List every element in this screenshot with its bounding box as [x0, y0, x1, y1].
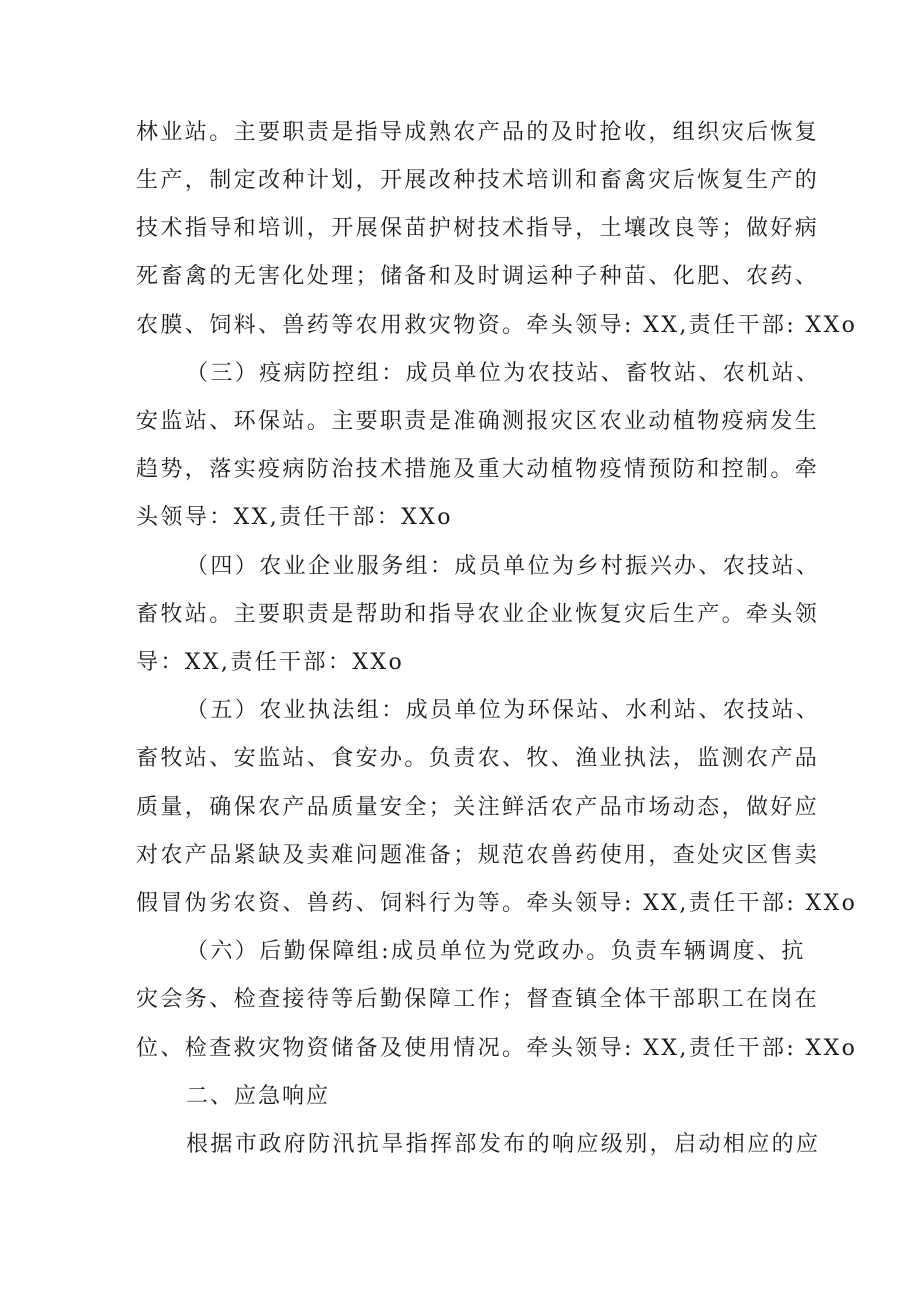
section-heading-emergency-response: 二、应急响应: [186, 1084, 331, 1109]
text-line-7: 安监站、环保站。主要职责是准确测报灾区农业动植物疫病发生: [136, 409, 820, 434]
text-line-2: 生产，制定改种计划，开展改种技术培训和畜禽灾后恢复生产的: [136, 168, 820, 193]
section-three-first-line: （三）疫病防控组：成员单位为农技站、畜牧站、农机站、: [186, 361, 821, 386]
text-line-12: 导：XX,责任干部：XXo: [136, 650, 405, 675]
text-line-14: 畜牧站、安监站、食安办。负责农、牧、渔业执法，监测农产品: [136, 746, 820, 771]
text-line-22: 根据市政府防汛抗旱指挥部发布的响应级别，启动相应的应: [186, 1132, 821, 1157]
section-six-first-line: （六）后勤保障组:成员单位为党政办。负责车辆调度、抗: [186, 939, 806, 964]
text-line-19: 灾会务、检查接待等后勤保障工作；督查镇全体干部职工在岗在: [136, 987, 820, 1012]
text-line-16: 对农产品紧缺及卖难问题准备；规范农兽药使用，查处灾区售卖: [136, 843, 820, 868]
text-line-8: 趋势，落实疫病防治技术措施及重大动植物疫情预防和控制。牵: [136, 457, 820, 482]
text-line-9: 头领导：XX,责任干部：XXo: [136, 505, 453, 530]
section-five-first-line: （五）农业执法组：成员单位为环保站、水利站、农技站、: [186, 698, 821, 723]
text-line-11: 畜牧站。主要职责是帮助和指导农业企业恢复灾后生产。牵头领: [136, 602, 820, 627]
text-line-5: 农膜、饲料、兽药等农用救灾物资。牵头领导: XX,责任干部: XXo: [136, 313, 858, 338]
text-line-1: 林业站。主要职责是指导成熟农产品的及时抢收，组织灾后恢复: [136, 120, 820, 145]
text-line-15: 质量，确保农产品质量安全；关注鲜活农产品市场动态，做好应: [136, 795, 820, 820]
text-line-17: 假冒伪劣农资、兽药、饲料行为等。牵头领导: XX,责任干部: XXo: [136, 891, 858, 916]
text-line-4: 死畜禽的无害化处理；储备和及时调运种子种苗、化肥、农药、: [136, 264, 820, 289]
text-line-3: 技术指导和培训，开展保苗护树技术指导，土壤改良等；做好病: [136, 216, 820, 241]
text-line-20: 位、检查救灾物资储备及使用情况。牵头领导: XX,责任干部: XXo: [136, 1036, 858, 1061]
section-four-first-line: （四）农业企业服务组：成员单位为乡村振兴办、农技站、: [186, 554, 821, 579]
